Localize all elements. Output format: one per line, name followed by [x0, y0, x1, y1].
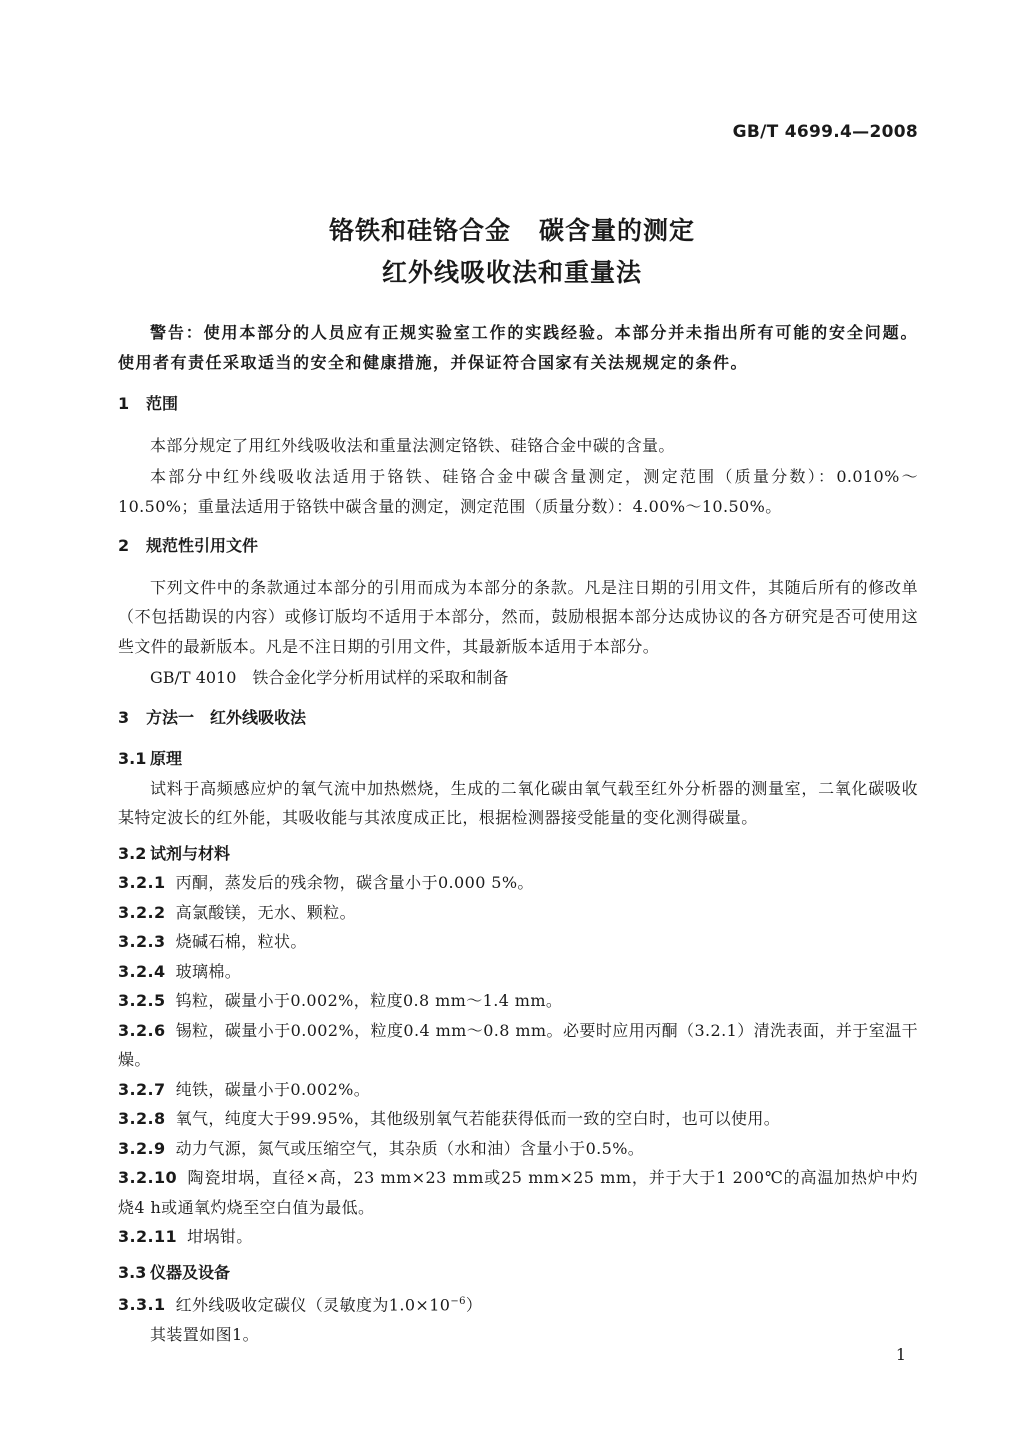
title-line-1-part-1: 铬铁和硅铬合金: [328, 216, 511, 245]
item-number: 3.2.1: [118, 873, 166, 892]
item-number: 3.3.1: [118, 1295, 166, 1315]
section-3-title: 方法一 红外线吸收法: [146, 707, 307, 727]
document-title: [0, 210, 1024, 294]
list-item: [118, 1016, 918, 1075]
subsection-3-2-number: 3.2: [118, 843, 147, 863]
item-superscript: −6: [450, 1296, 466, 1307]
subsection-3-2-title: 试剂与材料: [150, 843, 231, 863]
list-item: [118, 1287, 918, 1320]
list-item: [118, 1163, 918, 1222]
subsection-3-1-paragraph: 试料于高频感应炉的氧气流中加热燃烧，生成的二氧化碳由氧气载至红外分析器的测量室，二氧化碳吸收某特定波长的红外能，其吸收能与其浓度成正比，根据检测器接受能量的变化测得碳量。: [118, 778, 918, 827]
item-text: 动力气源，氮气或压缩空气，其杂质（水和油）含量小于0.5%。: [175, 1138, 645, 1158]
item-number: 3.2.9: [118, 1138, 166, 1158]
subsection-3-3-heading: [118, 1258, 918, 1288]
item-number: 3.2.6: [118, 1020, 166, 1040]
item-number: 3.2.5: [118, 991, 166, 1010]
list-item: [118, 986, 918, 1016]
reference-title: 铁合金化学分析用试样的采取和制备: [252, 668, 509, 687]
page-number: 1: [895, 1345, 906, 1364]
section-3-number: 3: [118, 707, 130, 727]
subsection-3-3-title: 仪器及设备: [150, 1262, 231, 1282]
apparatus-note: 其装置如图1。: [150, 1324, 259, 1344]
item-number: 3.2.8: [118, 1109, 166, 1128]
item-text: 红外线吸收定碳仪（灵敏度为1.0×10: [175, 1295, 451, 1315]
reference-code: GB/T 4010: [150, 668, 237, 687]
item-text: 锡粒，碳量小于0.002%，粒度0.4 mm～0.8 mm。必要时应用丙酮（3.2.1）清洗表面，并于室温干燥。: [118, 1020, 918, 1069]
list-item: [118, 927, 918, 957]
title-line-1-part-2: 碳含量的测定: [539, 216, 696, 245]
list-item: [118, 898, 918, 928]
item-number: 3.2.2: [118, 902, 166, 922]
item-text: 烧碱石棉，粒状。: [175, 932, 307, 951]
subsection-3-3-number: 3.3: [118, 1262, 147, 1282]
warning-paragraph: 警告：使用本部分的人员应有正规实验室工作的实践经验。本部分并未指出所有可能的安全问题。使用者有责任采取适当的安全和健康措施，并保证符合国家有关法规规定的条件。: [118, 323, 918, 372]
list-item: [118, 1134, 918, 1164]
section-1-paragraph-2: 本部分中红外线吸收法适用于铬铁、硅铬合金中碳含量测定，测定范围（质量分数）：0.010%～10.50%；重量法适用于铬铁中碳含量的测定，测定范围（质量分数）：4.00%～10.50%。: [118, 467, 918, 516]
subsection-3-1-number: 3.1: [118, 749, 147, 768]
item-text: 丙酮，蒸发后的残余物，碳含量小于0.000 5%。: [175, 873, 534, 892]
item-text-end: ）: [465, 1295, 483, 1315]
section-1-heading: [118, 389, 918, 419]
list-item: [118, 1104, 918, 1134]
subsection-3-1-heading: [118, 744, 918, 774]
section-2-heading: [118, 531, 918, 561]
section-1-title: 范围: [146, 394, 179, 413]
item-text: 氧气，纯度大于99.95%，其他级别氧气若能获得低而一致的空白时，也可以使用。: [175, 1109, 781, 1128]
list-item: [118, 957, 918, 987]
item-number: 3.2.3: [118, 932, 166, 951]
title-line-1: [0, 210, 1024, 252]
item-number: 3.2.4: [118, 961, 166, 981]
document-body: [118, 318, 918, 1351]
list-item: [118, 1222, 918, 1252]
section-2-number: 2: [118, 536, 130, 555]
item-text: 玻璃棉。: [175, 961, 242, 981]
item-text: 纯铁，碳量小于0.002%。: [175, 1079, 371, 1099]
list-item: [118, 1075, 918, 1105]
item-text: 钨粒，碳量小于0.002%，粒度0.8 mm～1.4 mm。: [175, 991, 563, 1010]
section-2-paragraph: 下列文件中的条款通过本部分的引用而成为本部分的条款。凡是注日期的引用文件，其随后所有的修改单（不包括勘误的内容）或修订版均不适用于本部分，然而，鼓励根据本部分达成协议的各方研究是否可使用这些文件的最新版本。凡是不注日期的引用文件，其最新版本适用于本部分。: [118, 577, 918, 656]
item-number: 3.2.10: [118, 1168, 178, 1187]
section-2-title: 规范性引用文件: [146, 536, 259, 555]
section-1-number: 1: [118, 394, 130, 413]
list-item: [118, 868, 918, 898]
title-line-2: 红外线吸收法和重量法: [381, 258, 642, 287]
item-text: 高氯酸镁，无水、颗粒。: [175, 902, 356, 922]
item-text: 坩埚钳。: [187, 1227, 253, 1246]
section-1-paragraph-1: 本部分规定了用红外线吸收法和重量法测定铬铁、硅铬合金中碳的含量。: [150, 435, 675, 455]
normative-reference: [118, 663, 918, 693]
standard-code: GB/T 4699.4—2008: [732, 122, 918, 142]
section-3-heading: [118, 703, 918, 733]
subsection-3-2-heading: [118, 839, 918, 869]
subsection-3-1-title: 原理: [150, 749, 183, 768]
item-number: 3.2.7: [118, 1079, 166, 1099]
item-number: 3.2.11: [118, 1227, 178, 1246]
item-text: 陶瓷坩埚，直径×高，23 mm×23 mm或25 mm×25 mm，并于大于1 200℃的高温加热炉中灼烧4 h或通氧灼烧至空白值为最低。: [118, 1168, 918, 1217]
